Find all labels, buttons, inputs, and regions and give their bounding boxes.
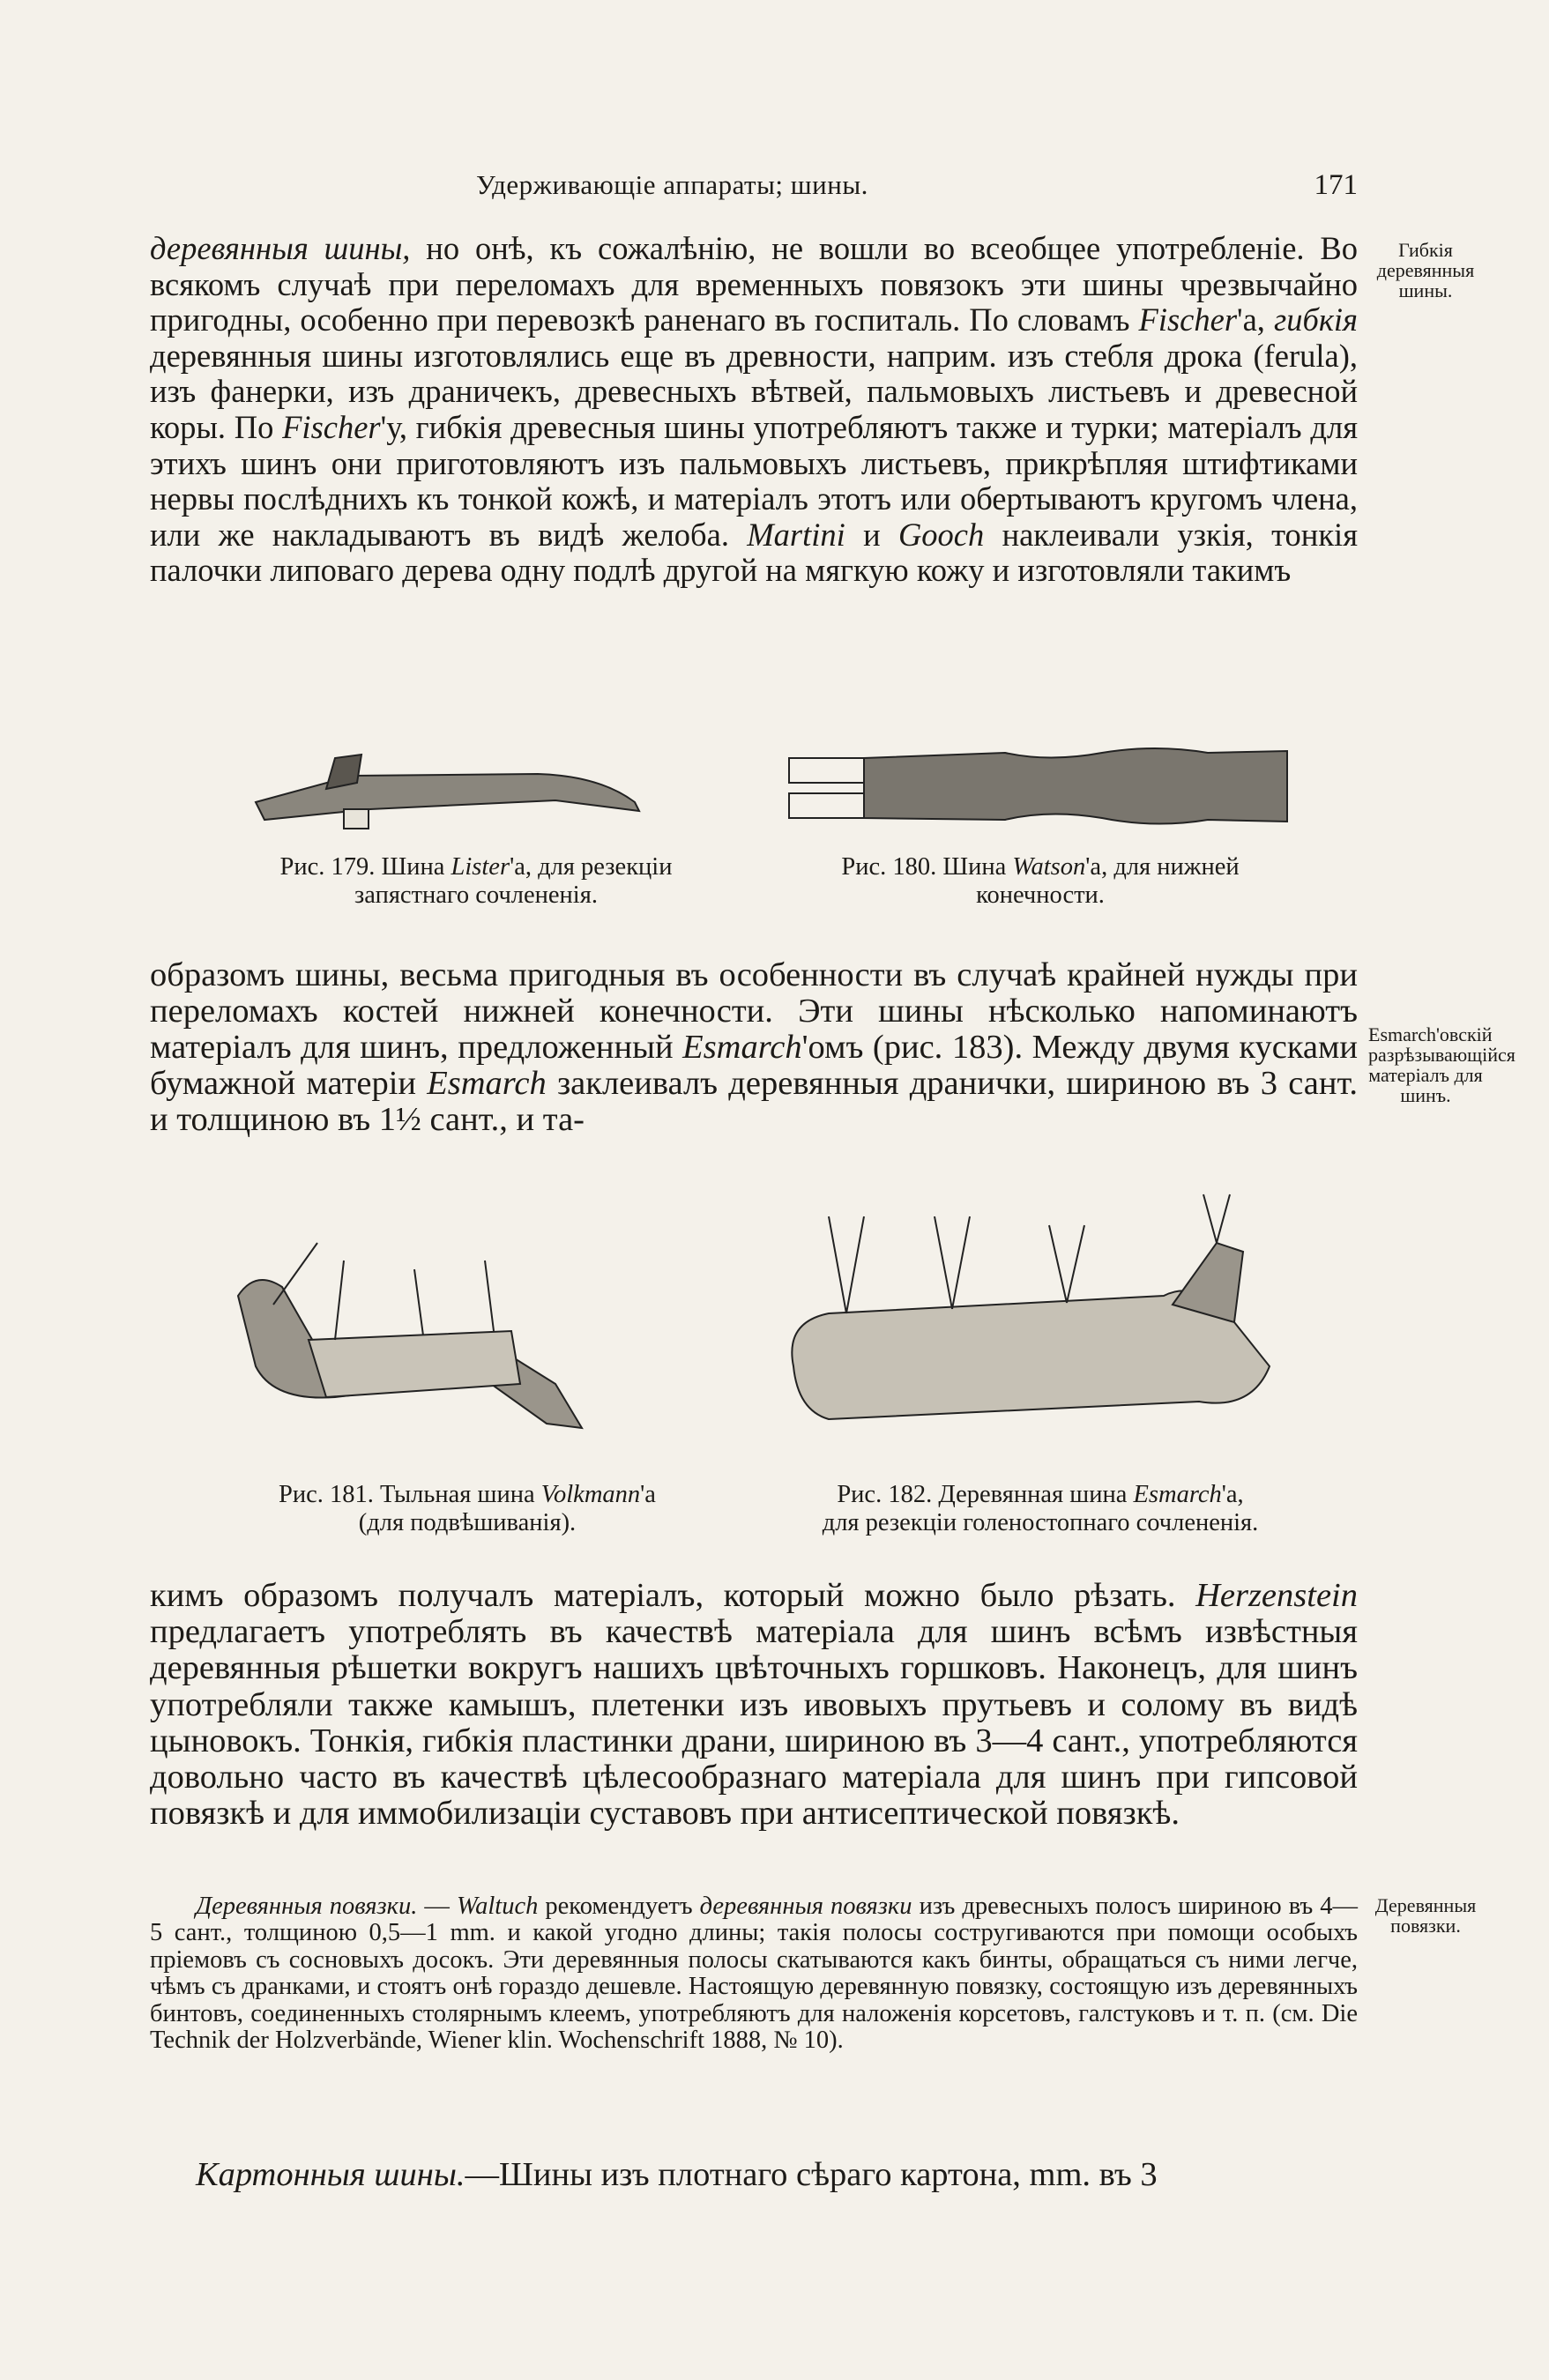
caption-text: для резекціи голеностопнаго сочлененія.: [822, 1509, 1259, 1536]
margin-note-flexible-splints: Гибкія деревянныя шины.: [1376, 239, 1475, 301]
author-name: Fischer: [1138, 301, 1238, 338]
caption-fig-182: [758, 1481, 1322, 1537]
text-run: деревянныя шины изготовлялись еще въ древности, наприм. изъ стебля дрока (ferula), изъ фанерки, изъ драничекъ, древесныхъ вѣтвей, пальмовыхъ листьевъ и древесной коры. По: [150, 337, 1358, 445]
caption-author: Watson: [1012, 853, 1086, 881]
caption-fig-179: [238, 853, 714, 910]
watson-splint-illustration: [785, 740, 1296, 829]
margin-note-esmarch-material: Esmarch'овскій разрѣзывающійся матеріалъ для шинъ.: [1368, 1023, 1515, 1106]
text-run: 'омъ (рис. 183). Между двумя кусками бумажной матеріи: [150, 1029, 1358, 1102]
text-run: предлагаетъ употреблять въ качествѣ матеріала для шинъ всѣмъ извѣстныя деревянныя рѣшетки вокругъ нашихъ цвѣточныхъ горшковъ. Наконецъ, для шинъ употребляли также камышъ, плетенки изъ ивовыхъ прутьевъ и солому въ видѣ цыновокъ. Тонкія, гибкія пластинки драни, шириною въ 3—4 сант., употребляются довольно часто въ качествѣ цѣлесообразнаго матеріала для шинъ при гипсовой повязкѣ и для иммобилизаціи суставовъ при антисептической повязкѣ.: [150, 1613, 1358, 1833]
author-name: Esmarch: [427, 1065, 547, 1102]
author-name: Gooch: [897, 516, 985, 553]
text-run: наклеивали узкія, тонкія палочки липоваго дерева одну подлѣ другой на мягкую кожу и изготовляли такимъ: [150, 516, 1358, 589]
volkmann-splint-illustration: [220, 1208, 591, 1437]
caption-text: 'а, для резекціи: [510, 853, 673, 881]
figure-181: [194, 1208, 741, 1560]
author-name: Waltuch: [456, 1893, 539, 1920]
caption-text: 'а, для нижней: [1085, 853, 1240, 881]
author-name: Herzenstein: [1195, 1577, 1358, 1614]
paragraph-wooden-bandages: [150, 1893, 1358, 2054]
caption-text: конечности.: [976, 881, 1105, 909]
text-run: —Шины изъ плотнаго сѣраго картона, mm. въ 3: [465, 2156, 1158, 2193]
term-wooden-splints: деревянныя шины,: [150, 230, 411, 266]
caption-text: Рис. 182. Деревянная шина: [837, 1481, 1134, 1508]
author-name: Martini: [747, 516, 845, 553]
caption-text: 'а,: [1221, 1481, 1244, 1508]
caption-text: Рис. 180. Шина: [841, 853, 1013, 881]
figure-179: [238, 740, 714, 917]
caption-fig-180: [776, 853, 1305, 910]
text-run: образомъ шины, весьма пригодныя въ особенности въ случаѣ крайней нужды при переломахъ костей нижней конечности. Эти шины нѣсколько напоминаютъ матеріалъ для шинъ, предложенный: [150, 956, 1358, 1066]
text-run: —: [417, 1893, 457, 1920]
section-lead: Деревянныя повязки.: [196, 1893, 418, 1920]
caption-author: Volkmann: [540, 1481, 641, 1508]
author-name: Esmarch: [682, 1029, 802, 1066]
page-header: [150, 169, 1358, 213]
caption-text: 'а: [640, 1481, 656, 1508]
caption-fig-181: [194, 1481, 741, 1537]
emphasis: гибкія: [1273, 301, 1358, 338]
text-run: рекомендуетъ: [538, 1893, 700, 1920]
text-run: 'а,: [1237, 301, 1274, 338]
caption-text: запястнаго сочлененія.: [354, 881, 598, 909]
caption-text: Рис. 179. Шина: [279, 853, 451, 881]
esmarch-splint-illustration: [776, 1190, 1305, 1454]
margin-note-wooden-bandages: Деревянныя повязки.: [1374, 1894, 1477, 1937]
section-lead: Картонныя шины.: [196, 2156, 465, 2193]
paragraph-esmarch-material: [150, 957, 1358, 1138]
emphasis: деревянныя повязки: [699, 1893, 912, 1920]
lister-splint-illustration: [247, 740, 661, 837]
paragraph-flexible-splints: [150, 231, 1358, 589]
figure-182: [758, 1190, 1322, 1560]
text-run: 'у, гибкія древесныя шины употребляютъ также и турки; матеріалъ для этихъ шинъ они приготовляютъ изъ пальмовыхъ листьевъ, прикрѣпляя штифтиками нервы послѣднихъ къ тонкой кожѣ, и матеріалъ этотъ или обертываютъ кругомъ члена, или же накладываютъ въ видѣ желоба.: [150, 408, 1358, 553]
running-title: Удерживающіе аппараты; шины.: [476, 169, 868, 200]
caption-author: Esmarch: [1133, 1481, 1222, 1508]
text-run: кимъ образомъ получалъ матеріалъ, который можно было рѣзать.: [150, 1577, 1196, 1614]
text-run: но онѣ, къ сожалѣнію, не вошли во всеобщее употребленіе. Во всякомъ случаѣ при переломахъ для временныхъ повязокъ эти шины чрезвычайно пригодны, особенно при перевозкѣ раненаго въ госпиталь. По словамъ: [150, 230, 1358, 338]
text-run: изъ древесныхъ полосъ шириною въ 4—5 сант., толщиною 0,5—1 mm. и какой угодно длины; такія полосы состругиваются при помощи особыхъ пріемовъ съ сосновыхъ досокъ. Эти деревянныя полосы скатываются какъ бинты, обращаться съ ними легче, чѣмъ съ дранками, и стоятъ онѣ гораздо дешевле. Настоящую деревянную повязку, состоящую изъ деревянныхъ бинтовъ, соединенныхъ столярнымъ клеемъ, употребляютъ для наложенія корсетовъ, галстуковъ и т. п. (см. Die Technik der Holzverbände, Wiener klin. Wochenschrift 1888, № 10).: [150, 1893, 1358, 2055]
text-run: заклеивалъ деревянныя дранички, шириною въ 3 сант. и толщиною въ 1½ сант., и та-: [150, 1065, 1358, 1138]
text-run: и: [845, 516, 898, 553]
figure-180: [776, 740, 1305, 917]
paragraph-cardboard-splints: [150, 2157, 1358, 2193]
paragraph-herzenstein: [150, 1578, 1358, 1832]
author-name: Fischer: [282, 408, 381, 445]
page-number: 171: [1314, 169, 1358, 201]
caption-text: (для подвѣшиванія).: [358, 1509, 577, 1536]
caption-author: Lister: [451, 853, 510, 881]
caption-text: Рис. 181. Тыльная шина: [279, 1481, 541, 1508]
